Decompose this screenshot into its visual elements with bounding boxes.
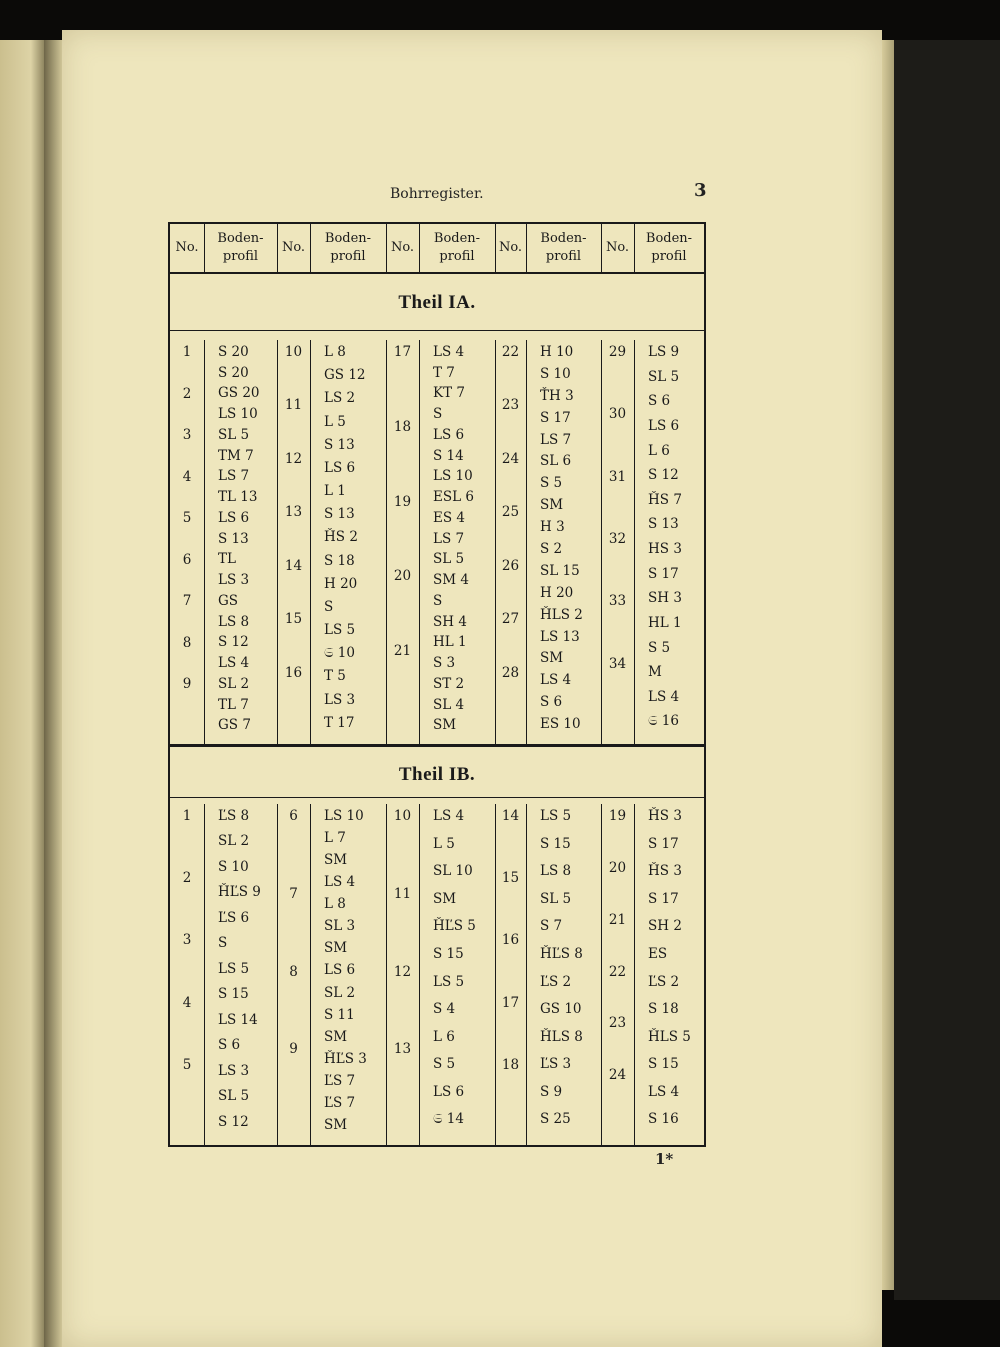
header-bodenprofil: Boden- profil xyxy=(217,231,264,264)
book-cover xyxy=(894,40,1000,1300)
entry-number: 3 xyxy=(182,427,192,444)
bodenprofil-entry: S 9 xyxy=(540,1083,563,1100)
bodenprofil-entry: SH 4 xyxy=(433,613,467,630)
column-rule xyxy=(386,340,387,744)
section-title: Theil IA. xyxy=(398,292,476,313)
entry-number: 11 xyxy=(393,885,412,902)
bodenprofil-entry: KT 7 xyxy=(433,385,465,402)
entry-number: 28 xyxy=(501,664,520,681)
bodenprofil-entry: SL 4 xyxy=(433,696,465,713)
bodenprofil-entry: LS 7 xyxy=(433,530,465,547)
entry-number: 1 xyxy=(182,344,192,360)
bodenprofil-entry: ĽS 2 xyxy=(648,973,680,990)
bodenprofil-entry: LS 13 xyxy=(540,628,580,645)
bodenprofil-entry: H 3 xyxy=(540,519,565,536)
column-rule xyxy=(419,224,420,272)
section-rule xyxy=(170,330,704,331)
bodenprofil-entry: SM xyxy=(433,717,457,734)
entry-number: 30 xyxy=(608,406,627,423)
entry-number: 8 xyxy=(182,634,192,651)
bodenprofil-entry: ĽS 7 xyxy=(324,1094,356,1111)
entry-number: 29 xyxy=(608,344,627,360)
entry-number: 26 xyxy=(501,557,520,574)
bodenprofil-entry: TL 7 xyxy=(218,696,249,713)
bodenprofil-entry: GS 20 xyxy=(218,385,260,402)
entry-number: 18 xyxy=(393,418,412,435)
bodenprofil-entry: ĽS 3 xyxy=(540,1056,572,1073)
bodenprofil-entry: S 10 xyxy=(218,858,249,875)
bodenprofil-entry: SL 2 xyxy=(218,675,250,692)
column-rule xyxy=(419,340,420,744)
bodenprofil-entry: GS xyxy=(218,592,239,609)
header-bodenprofil: Boden- profil xyxy=(324,231,372,264)
column-rule xyxy=(310,340,311,744)
entry-number: 32 xyxy=(608,531,627,547)
bodenprofil-entry: S 5 xyxy=(648,639,671,656)
bodenprofil-entry: T 5 xyxy=(324,668,346,685)
bodenprofil-entry: LS 14 xyxy=(218,1011,258,1028)
bodenprofil-entry: H 20 xyxy=(540,584,574,601)
bodenprofil-entry: LS 6 xyxy=(433,1083,465,1100)
bodenprofil-entry: T 7 xyxy=(433,364,455,381)
bodenprofil-entry: S 5 xyxy=(540,475,563,492)
bodenprofil-entry: ESL 6 xyxy=(433,489,474,506)
bodenprofil-entry: SM xyxy=(324,1116,348,1133)
entry-number: 3 xyxy=(182,932,192,949)
bodenprofil-entry: S 17 xyxy=(648,565,679,582)
section-title: Theil IB. xyxy=(398,764,476,785)
column-rule xyxy=(634,224,635,272)
bodenprofil-entry: SL 6 xyxy=(540,453,572,470)
bodenprofil-entry: S 6 xyxy=(218,1037,241,1054)
entry-number: 2 xyxy=(182,385,192,402)
header-bodenprofil: Boden- profil xyxy=(540,231,587,264)
bodenprofil-entry: LS 10 xyxy=(433,468,473,485)
bodenprofil-entry: ȞS 7 xyxy=(648,491,682,508)
entry-number: 16 xyxy=(501,932,520,949)
bodenprofil-entry: LS 6 xyxy=(648,417,680,434)
bodenprofil-entry: ȞĽS 9 xyxy=(218,884,261,901)
bodenprofil-entry: SM xyxy=(433,890,457,907)
bodenprofil-entry: SL 5 xyxy=(648,368,680,385)
page-number: 3 xyxy=(694,180,707,201)
entry-number: 22 xyxy=(501,344,520,360)
entry-number: 13 xyxy=(393,1041,412,1058)
bodenprofil-entry: L 6 xyxy=(433,1028,455,1045)
bodenprofil-entry: SL 5 xyxy=(540,890,572,907)
bodenprofil-entry: S xyxy=(433,406,443,423)
entry-number: 22 xyxy=(608,963,627,980)
entry-number: 20 xyxy=(393,568,412,585)
entry-number: 2 xyxy=(182,870,192,887)
entry-number: 6 xyxy=(182,551,192,568)
entry-number: 5 xyxy=(182,510,192,527)
bodenprofil-entry: LS 8 xyxy=(540,863,572,880)
bodenprofil-entry: S 25 xyxy=(540,1111,571,1128)
bodenprofil-entry: LS 7 xyxy=(540,431,572,448)
entry-number: 34 xyxy=(608,655,627,672)
bodenprofil-entry: LS 5 xyxy=(218,960,250,977)
bodenprofil-entry: ES 4 xyxy=(433,509,465,526)
bodenprofil-entry: L 6 xyxy=(648,442,670,459)
bodenprofil-entry: S 13 xyxy=(324,506,355,523)
bodenprofil-entry: LS 6 xyxy=(324,459,356,476)
bodenprofil-entry: S 3 xyxy=(433,655,456,672)
entry-number: 10 xyxy=(393,808,412,824)
entry-number: 24 xyxy=(608,1067,627,1084)
bodenprofil-entry: SM 4 xyxy=(433,572,469,589)
bodenprofil-entry: SL 5 xyxy=(218,1088,250,1105)
bodenprofil-entry: LS 3 xyxy=(218,572,250,589)
entry-number: 20 xyxy=(608,859,627,876)
bodenprofil-entry: L 8 xyxy=(324,344,346,360)
bodenprofil-entry: ȞLS 2 xyxy=(540,606,583,623)
header-bodenprofil: Boden- profil xyxy=(433,231,481,264)
bodenprofil-entry: HS 3 xyxy=(648,541,682,557)
printer-signature: 1* xyxy=(655,1150,674,1168)
entry-number: 21 xyxy=(608,911,627,928)
bodenprofil-entry: SM xyxy=(540,497,564,514)
bodenprofil-entry: S 20 xyxy=(218,364,249,381)
column-rule xyxy=(634,340,635,744)
register-table xyxy=(168,222,706,1147)
bodenprofil-entry: S 15 xyxy=(433,945,464,962)
entry-number: 16 xyxy=(284,664,303,681)
entry-number: 19 xyxy=(393,493,412,510)
column-rule xyxy=(526,224,527,272)
column-rule xyxy=(526,804,527,1145)
bodenprofil-entry: H 10 xyxy=(540,344,574,360)
header-no: No. xyxy=(281,240,306,255)
bodenprofil-entry: S xyxy=(218,935,228,952)
bodenprofil-entry: ĽS 8 xyxy=(218,808,250,824)
column-rule xyxy=(601,224,602,272)
bodenprofil-entry: TM 7 xyxy=(218,447,254,464)
entry-number: 9 xyxy=(289,1041,298,1058)
bodenprofil-entry: LS 10 xyxy=(324,808,364,824)
bodenprofil-entry: ȞĽS 3 xyxy=(324,1050,367,1067)
bodenprofil-entry: S 17 xyxy=(648,835,679,852)
bodenprofil-entry: ĽS 7 xyxy=(324,1072,356,1089)
bodenprofil-entry: S 15 xyxy=(218,986,249,1003)
bodenprofil-entry: LS 2 xyxy=(324,390,356,407)
column-rule xyxy=(495,224,496,272)
bodenprofil-entry: L 8 xyxy=(324,896,346,913)
entry-number: 11 xyxy=(284,397,303,414)
bodenprofil-entry: 𝔖 14 xyxy=(433,1111,464,1128)
bodenprofil-entry: S 15 xyxy=(648,1056,679,1073)
header-no: No. xyxy=(605,240,630,255)
entry-number: 18 xyxy=(501,1056,520,1073)
bodenprofil-entry: S xyxy=(433,592,443,609)
bodenprofil-entry: S 12 xyxy=(648,467,679,484)
bodenprofil-entry: S xyxy=(324,598,334,615)
bodenprofil-entry: LS 4 xyxy=(648,688,680,705)
column-rule xyxy=(204,224,205,272)
bodenprofil-entry: ȞĽS 8 xyxy=(540,945,583,962)
entry-number: 17 xyxy=(501,994,520,1011)
bodenprofil-entry: S 10 xyxy=(540,365,571,382)
bodenprofil-entry: M xyxy=(648,664,662,681)
bodenprofil-entry: SL 5 xyxy=(433,551,465,568)
bodenprofil-entry: S 12 xyxy=(218,634,249,651)
bodenprofil-entry: S 6 xyxy=(540,694,563,711)
bodenprofil-entry: ĽS 6 xyxy=(218,909,250,926)
bodenprofil-entry: LS 8 xyxy=(218,613,250,630)
entry-number: 4 xyxy=(182,468,192,485)
bodenprofil-entry: LS 6 xyxy=(218,509,250,526)
bodenprofil-entry: ȞS 3 xyxy=(648,863,682,880)
entry-number: 33 xyxy=(608,593,627,610)
bodenprofil-entry: LS 5 xyxy=(540,808,572,824)
bodenprofil-entry: 𝔖 10 xyxy=(324,645,355,662)
bodenprofil-entry: LS 5 xyxy=(324,622,356,639)
column-rule xyxy=(277,224,278,272)
bodenprofil-entry: S 15 xyxy=(540,835,571,852)
column-rule xyxy=(419,804,420,1145)
entry-number: 12 xyxy=(393,963,412,980)
header-no: No. xyxy=(498,240,523,255)
bodenprofil-entry: S 20 xyxy=(218,344,249,360)
bodenprofil-entry: S 11 xyxy=(324,1006,355,1023)
section-rule xyxy=(170,744,704,747)
left-page-edge xyxy=(0,40,44,1347)
section-rule xyxy=(170,797,704,798)
column-rule xyxy=(310,224,311,272)
bodenprofil-entry: ES 10 xyxy=(540,716,581,733)
entry-number: 31 xyxy=(608,468,627,485)
entry-number: 12 xyxy=(284,450,303,467)
bodenprofil-entry: 𝔖 16 xyxy=(648,713,679,730)
bodenprofil-entry: S 18 xyxy=(324,552,355,569)
entry-number: 7 xyxy=(182,593,192,610)
entry-number: 19 xyxy=(608,808,627,824)
entry-number: 13 xyxy=(284,504,303,521)
header-no: No. xyxy=(175,240,199,255)
bodenprofil-entry: SL 15 xyxy=(540,562,580,579)
column-rule xyxy=(310,804,311,1145)
bodenprofil-entry: TL 13 xyxy=(218,489,258,506)
bodenprofil-entry: LS 4 xyxy=(324,874,356,891)
bodenprofil-entry: HL 1 xyxy=(433,634,467,651)
entry-number: 23 xyxy=(608,1015,627,1032)
bodenprofil-entry: S 6 xyxy=(648,393,671,410)
bodenprofil-entry: LS 4 xyxy=(540,672,572,689)
bodenprofil-entry: LS 5 xyxy=(433,973,465,990)
bodenprofil-entry: S 7 xyxy=(540,918,563,935)
column-rule xyxy=(204,340,205,744)
column-rule xyxy=(204,804,205,1145)
entry-number: 10 xyxy=(284,344,303,360)
bodenprofil-entry: ST 2 xyxy=(433,675,465,692)
running-head: Bohrregister. xyxy=(390,186,484,202)
bodenprofil-entry: S 13 xyxy=(324,436,355,453)
bodenprofil-entry: LS 4 xyxy=(433,808,465,824)
entry-number: 4 xyxy=(182,994,192,1011)
bodenprofil-entry: LS 9 xyxy=(648,344,680,360)
bodenprofil-entry: SL 2 xyxy=(218,833,250,850)
bodenprofil-entry: S 12 xyxy=(218,1113,249,1130)
entry-number: 1 xyxy=(182,808,192,824)
bodenprofil-entry: SL 5 xyxy=(218,426,250,443)
entry-number: 27 xyxy=(501,611,520,628)
bodenprofil-entry: SL 2 xyxy=(324,984,356,1001)
entry-number: 8 xyxy=(289,963,298,980)
entry-number: 25 xyxy=(501,504,520,521)
bodenprofil-entry: ȞLS 5 xyxy=(648,1028,691,1045)
bodenprofil-entry: SL 3 xyxy=(324,918,356,935)
bodenprofil-entry: SM xyxy=(324,1028,348,1045)
bodenprofil-entry: LS 10 xyxy=(218,406,258,423)
header-no: No. xyxy=(390,240,415,255)
bodenprofil-entry: ES xyxy=(648,945,668,962)
bodenprofil-entry: L 7 xyxy=(324,830,346,847)
entry-number: 21 xyxy=(393,643,412,660)
bodenprofil-entry: SM xyxy=(324,940,348,957)
bodenprofil-entry: GS 10 xyxy=(540,1001,582,1018)
column-rule xyxy=(634,804,635,1145)
bodenprofil-entry: S 16 xyxy=(648,1111,679,1128)
bodenprofil-entry: H 20 xyxy=(324,575,358,592)
bodenprofil-entry: LS 3 xyxy=(218,1062,250,1079)
bodenprofil-entry: S 17 xyxy=(648,890,679,907)
bodenprofil-entry: SM xyxy=(324,852,348,869)
bodenprofil-entry: LS 3 xyxy=(324,691,356,708)
bodenprofil-entry: GS 7 xyxy=(218,717,251,734)
entry-number: 17 xyxy=(393,344,412,360)
bodenprofil-entry: S 4 xyxy=(433,1001,456,1018)
bodenprofil-entry: SM xyxy=(540,650,564,667)
entry-number: 24 xyxy=(501,450,520,467)
bodenprofil-entry: LS 4 xyxy=(218,655,250,672)
bodenprofil-entry: LS 6 xyxy=(324,962,356,979)
bodenprofil-entry: GS 12 xyxy=(324,367,366,384)
entry-number: 15 xyxy=(501,870,520,887)
entry-number: 15 xyxy=(284,611,303,628)
bodenprofil-entry: ŤH 3 xyxy=(540,387,574,404)
bodenprofil-entry: S 13 xyxy=(218,530,249,547)
entry-number: 23 xyxy=(501,397,520,414)
entry-number: 5 xyxy=(182,1056,192,1073)
bodenprofil-entry: SL 10 xyxy=(433,863,473,880)
bodenprofil-entry: T 17 xyxy=(324,714,355,731)
entry-number: 6 xyxy=(289,808,298,824)
bodenprofil-entry: S 2 xyxy=(540,541,563,557)
bodenprofil-entry: L 1 xyxy=(324,483,346,500)
bodenprofil-entry: HL 1 xyxy=(648,614,682,631)
bodenprofil-entry: ȞS 2 xyxy=(324,529,358,546)
column-rule xyxy=(495,804,496,1145)
column-rule xyxy=(526,340,527,744)
entry-number: 7 xyxy=(289,885,298,902)
bodenprofil-entry: S 14 xyxy=(433,447,464,464)
entry-number: 9 xyxy=(182,676,192,693)
bodenprofil-entry: S 17 xyxy=(540,409,571,426)
bodenprofil-entry: SH 2 xyxy=(648,918,682,935)
header-bodenprofil: Boden- profil xyxy=(645,231,693,264)
bodenprofil-entry: S 13 xyxy=(648,516,679,533)
bodenprofil-entry: LS 4 xyxy=(433,344,465,360)
page-stack-edge xyxy=(882,40,894,1290)
bodenprofil-entry: ȞĽS 5 xyxy=(433,918,476,935)
bodenprofil-entry: L 5 xyxy=(433,835,455,852)
table-header xyxy=(170,224,704,274)
bodenprofil-entry: TL xyxy=(218,551,236,568)
bodenprofil-entry: LS 4 xyxy=(648,1083,680,1100)
entry-number: 14 xyxy=(284,557,303,574)
book-gutter xyxy=(44,40,62,1347)
bodenprofil-entry: LS 7 xyxy=(218,468,250,485)
bodenprofil-entry: S 5 xyxy=(433,1056,456,1073)
bodenprofil-entry: ȞLS 8 xyxy=(540,1028,583,1045)
column-rule xyxy=(386,224,387,272)
entry-number: 14 xyxy=(501,808,520,824)
bodenprofil-entry: ĽS 2 xyxy=(540,973,572,990)
bodenprofil-entry: L 5 xyxy=(324,413,346,430)
bodenprofil-entry: SH 3 xyxy=(648,590,682,607)
bodenprofil-entry: S 18 xyxy=(648,1001,679,1018)
bodenprofil-entry: LS 6 xyxy=(433,426,465,443)
bodenprofil-entry: ȞS 3 xyxy=(648,808,682,824)
